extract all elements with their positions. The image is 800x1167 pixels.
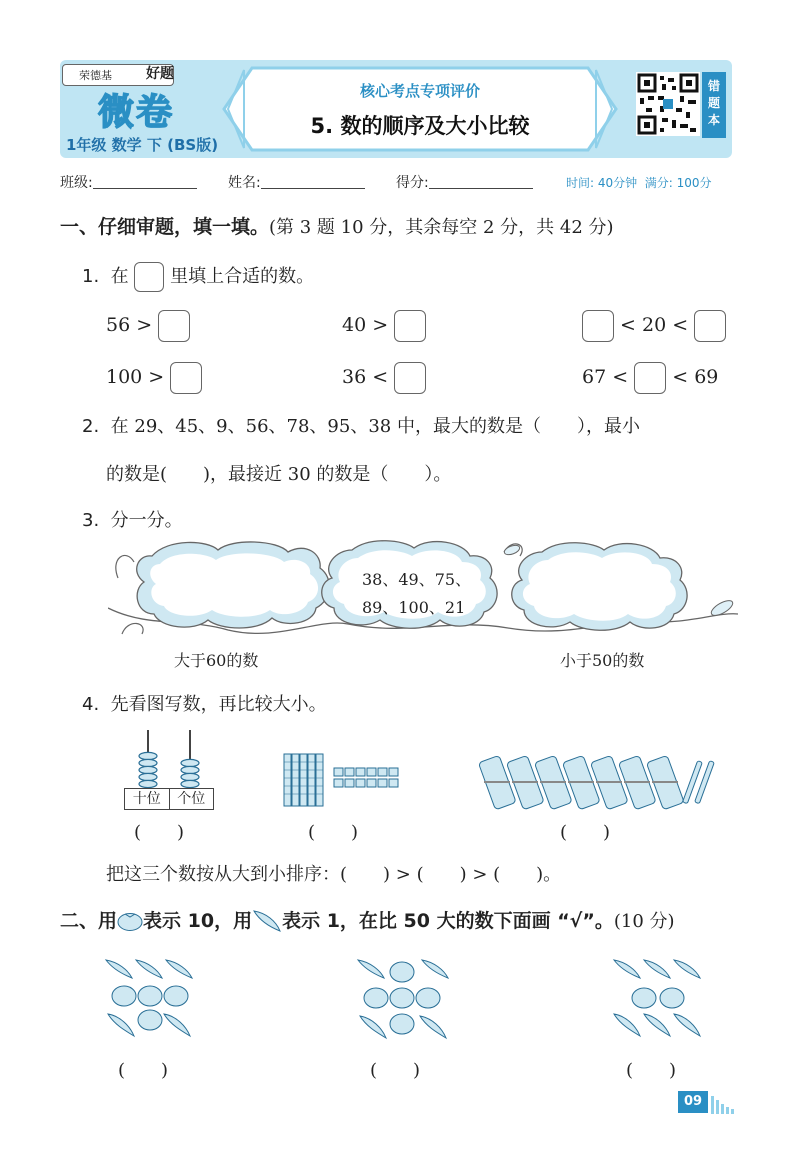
q4-order: 把这三个数按从大到小排序：( ) > ( ) > ( )。 — [106, 864, 562, 885]
name-blank[interactable] — [261, 174, 365, 189]
section1-heading: 一、仔细审题，填一填。(第 3 题 10 分，其余每空 2 分，共 42 分) — [60, 216, 614, 238]
picture-group-1 — [104, 956, 198, 1048]
q4-prompt: 4. 先看图写数，再比较大小。 — [82, 694, 327, 715]
section1-note: (第 3 题 10 分，其余每空 2 分，共 42 分) — [269, 217, 614, 238]
series-title: 微卷 — [98, 92, 175, 133]
cloud-numbers-line-1: 38、49、75、 — [362, 570, 472, 589]
cloud-numbers-line-2: 89、100、21 — [362, 598, 466, 617]
q3-prompt: 3. 分一分。 — [82, 510, 183, 531]
abacus-icon — [124, 728, 216, 788]
answer-box[interactable] — [394, 310, 426, 342]
picture-group-3 — [612, 956, 712, 1048]
q2-line-2: 的数是( )，最接近 30 的数是（ ）。 — [106, 464, 452, 485]
brand-logo: 荣德基 — [62, 64, 174, 86]
time-score-info — [566, 174, 712, 191]
tomato-icon — [117, 909, 143, 931]
answer-box[interactable] — [158, 310, 190, 342]
q1-item-6: 67 < < 69 — [582, 362, 718, 394]
q4-answer-1[interactable]: ( ) — [134, 822, 185, 843]
answer-box[interactable] — [394, 362, 426, 394]
class-blank[interactable] — [93, 174, 197, 189]
section2-note: (10 分) — [613, 910, 675, 932]
abacus-place-labels — [124, 788, 214, 810]
full-score: 满分: 100分 — [644, 176, 712, 190]
answer-box[interactable] — [170, 362, 202, 394]
q2-line-1: 2. 在 29、45、9、56、78、95、38 中，最大的数是（ ），最小 — [82, 416, 640, 437]
q4-answer-3[interactable]: ( ) — [560, 822, 611, 843]
error-book-tag: 错题本 — [702, 72, 726, 138]
q1-item-1: 56 > — [106, 310, 190, 342]
label-greater-than-60: 大于60的数 — [174, 651, 259, 670]
q4-answer-2[interactable]: ( ) — [308, 822, 359, 843]
q1-prompt: 1. 在 里填上合适的数。 — [82, 262, 314, 292]
answer-box[interactable] — [634, 362, 666, 394]
cloud-numbers — [362, 566, 471, 622]
q1-item-3: < 20 < — [582, 310, 726, 342]
answer-box[interactable] — [582, 310, 614, 342]
name-field — [228, 172, 365, 192]
picture-group-2 — [356, 956, 456, 1048]
q1-item-2: 40 > — [342, 310, 426, 342]
page-title: 5. 数的顺序及大小比较 — [310, 114, 530, 138]
page-subtitle: 核心考点专项评价 — [359, 82, 480, 100]
qr-code-icon — [636, 72, 700, 136]
brand-mark: 好题 — [146, 66, 174, 82]
q1-item-4: 100 > — [106, 362, 202, 394]
class-field — [60, 172, 197, 192]
section2-heading: 二、用 表示 10，用 表示 1，在比 50 大的数下面画 “√”。 (10 分) — [60, 906, 675, 933]
q1-item-5: 36 < — [342, 362, 426, 394]
class-label: 班级: — [60, 175, 93, 191]
stick-bundles-icon — [476, 752, 726, 810]
name-label: 姓名: — [228, 175, 261, 191]
ones-label: 个位 — [177, 791, 206, 807]
score-blank[interactable] — [429, 174, 533, 189]
example-box — [134, 262, 164, 292]
score-field — [396, 172, 533, 192]
tens-label: 十位 — [125, 789, 170, 809]
s2-answer-2[interactable]: ( ) — [370, 1060, 421, 1081]
page-bars-decoration — [710, 1094, 740, 1114]
s2-answer-1[interactable]: ( ) — [118, 1060, 169, 1081]
bean-pod-icon — [252, 907, 282, 933]
label-less-than-50: 小于50的数 — [560, 651, 645, 670]
time-limit: 时间: 40分钟 — [566, 176, 638, 190]
answer-box[interactable] — [694, 310, 726, 342]
grade-label: 1年级 数学 下 (BS版) — [66, 136, 219, 154]
base-ten-blocks-icon — [280, 752, 410, 808]
score-label: 得分: — [396, 175, 429, 191]
s2-answer-3[interactable]: ( ) — [626, 1060, 677, 1081]
page-number: 09 — [678, 1091, 708, 1113]
